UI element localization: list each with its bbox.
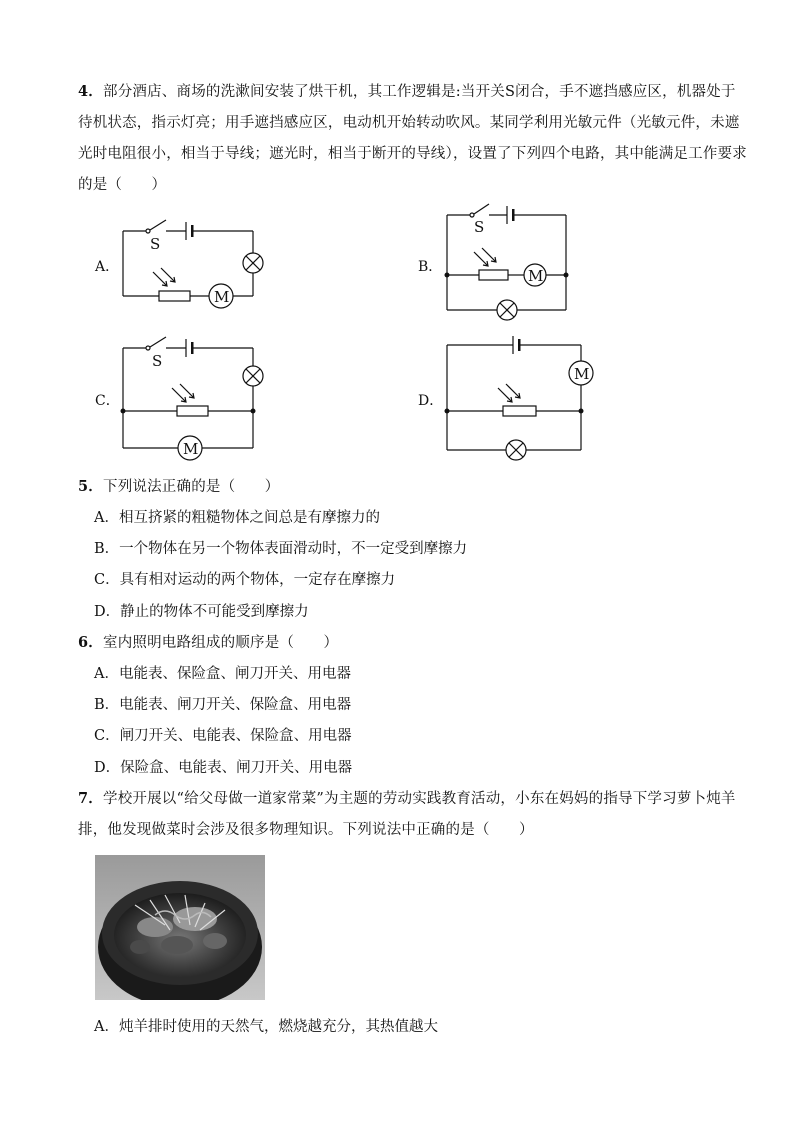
motor-label: M	[574, 365, 590, 383]
option-c-label[interactable]: C．	[95, 393, 120, 409]
question-text: 学校开展以“给父母做一道家常菜”为主题的劳动实践教育活动，小东在妈妈的指导下学习萝卜炖羊排，他发现做菜时会涉及很多物理知识。下列说法中正确的是（ ）	[78, 791, 736, 838]
question-number: 4．	[78, 83, 103, 100]
question-text: 室内照明电路组成的顺序是（ ）	[103, 635, 339, 651]
switch-s-label: S	[474, 218, 485, 236]
switch-s-label: S	[150, 235, 161, 253]
question-number: 7．	[78, 790, 103, 807]
question-number: 5．	[78, 478, 103, 495]
motor-label: M	[528, 267, 544, 285]
q6-option-c[interactable]: C．闸刀开关、电能表、保险盒、用电器	[94, 728, 352, 744]
q5-option-a[interactable]: A．相互挤紧的粗糙物体之间总是有摩擦力的	[94, 510, 380, 526]
question-text: 部分酒店、商场的洗漱间安装了烘干机，其工作逻辑是:当开关S闭合，手不遮挡感应区，机器处于待机状态，指示灯亮；用手遮挡感应区，电动机开始转动吹风。某同学利用光敏元件（光敏元件，未遮光时电阻很小，相当于导线；遮光时，相当于断开的导线），设置了下列四个电路，其中能满足工作要求的是（ ）	[78, 84, 747, 193]
q5-option-d[interactable]: D．静止的物体不可能受到摩擦力	[94, 604, 309, 620]
q6-option-b[interactable]: B．电能表、闸刀开关、保险盒、用电器	[94, 697, 352, 713]
question-5	[78, 471, 750, 503]
option-b-label[interactable]: B．	[418, 259, 443, 275]
option-d-label[interactable]: D．	[418, 393, 444, 409]
q6-option-a[interactable]: A．电能表、保险盒、闸刀开关、用电器	[94, 666, 351, 682]
question-7	[78, 783, 750, 846]
question-text: 下列说法正确的是（ ）	[103, 479, 280, 495]
motor-label: M	[183, 440, 199, 458]
stew-photo	[95, 855, 265, 1000]
q6-option-d[interactable]: D．保险盒、电能表、闸刀开关、用电器	[94, 760, 353, 776]
q5-option-b[interactable]: B．一个物体在另一个物体表面滑动时，不一定受到摩擦力	[94, 541, 468, 557]
q7-option-a[interactable]: A．炖羊排时使用的天然气，燃烧越充分，其热值越大	[94, 1019, 438, 1035]
option-a-label[interactable]: A．	[95, 259, 120, 275]
question-number: 6．	[78, 634, 103, 651]
question-6	[78, 627, 750, 659]
motor-label: M	[214, 288, 230, 306]
switch-s-label: S	[152, 352, 163, 370]
q5-option-c[interactable]: C．具有相对运动的两个物体，一定存在摩擦力	[94, 572, 396, 588]
